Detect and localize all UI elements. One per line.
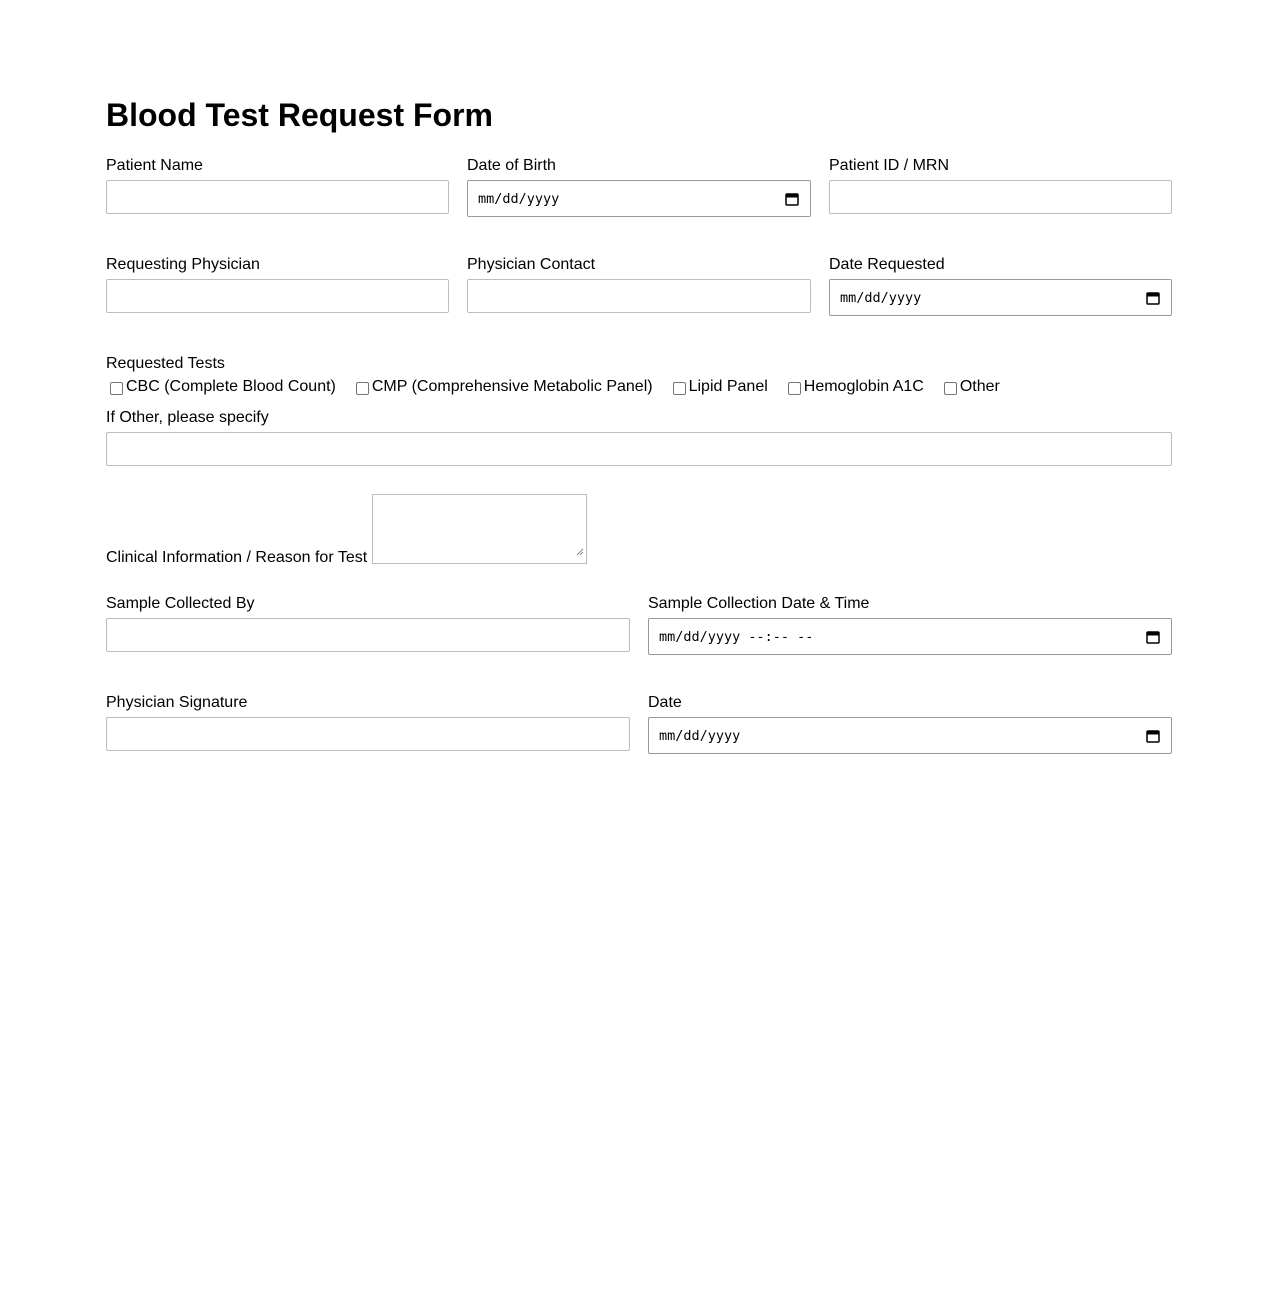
calendar-icon[interactable] <box>785 192 799 206</box>
other-checkbox[interactable] <box>944 382 957 395</box>
hemoglobin-a1c-checkbox[interactable] <box>788 382 801 395</box>
requested-tests-label: Requested Tests <box>106 355 225 372</box>
test-option-lipid[interactable] <box>669 377 768 397</box>
sample-collection-datetime-placeholder: mm/dd/yyyy --:-- -- <box>659 628 814 645</box>
physician-signature-input[interactable] <box>106 717 630 751</box>
physician-signature-label: Physician Signature <box>106 694 248 711</box>
test-option-cbc[interactable] <box>106 377 336 397</box>
other-checkbox-label: Other <box>959 378 1000 395</box>
page-title: Blood Test Request Form <box>106 97 493 133</box>
hemoglobin-a1c-checkbox-label: Hemoglobin A1C <box>803 378 924 395</box>
calendar-icon[interactable] <box>1146 729 1160 743</box>
calendar-icon[interactable] <box>1146 291 1160 305</box>
cbc-checkbox[interactable] <box>110 382 123 395</box>
physician-contact-label: Physician Contact <box>467 256 596 273</box>
other-specify-input[interactable] <box>106 432 1172 466</box>
requested-tests-group <box>106 377 1016 397</box>
sample-collected-by-label: Sample Collected By <box>106 595 255 612</box>
signature-date-input[interactable] <box>648 717 1172 754</box>
lipid-panel-checkbox-label: Lipid Panel <box>688 378 768 395</box>
date-of-birth-placeholder: mm/dd/yyyy <box>478 190 560 207</box>
patient-id-label: Patient ID / MRN <box>829 157 950 174</box>
cmp-checkbox-label: CMP (Comprehensive Metabolic Panel) <box>371 378 653 395</box>
requesting-physician-label: Requesting Physician <box>106 256 260 273</box>
date-requested-placeholder: mm/dd/yyyy <box>840 289 922 306</box>
date-of-birth-label: Date of Birth <box>467 157 556 174</box>
date-requested-input[interactable] <box>829 279 1172 316</box>
patient-id-input[interactable] <box>829 180 1172 214</box>
calendar-icon[interactable] <box>1146 630 1160 644</box>
cmp-checkbox[interactable] <box>356 382 369 395</box>
test-option-cmp[interactable] <box>352 377 653 397</box>
signature-date-label: Date <box>648 694 682 711</box>
date-of-birth-input[interactable] <box>467 180 811 217</box>
date-requested-label: Date Requested <box>829 256 945 273</box>
test-option-other[interactable] <box>940 377 1000 397</box>
signature-date-placeholder: mm/dd/yyyy <box>659 727 741 744</box>
resize-grip-icon[interactable] <box>576 543 584 561</box>
sample-collected-by-input[interactable] <box>106 618 630 652</box>
cbc-checkbox-label: CBC (Complete Blood Count) <box>126 378 336 395</box>
patient-name-label: Patient Name <box>106 157 203 174</box>
requesting-physician-input[interactable] <box>106 279 449 313</box>
other-specify-label: If Other, please specify <box>106 409 269 426</box>
clinical-info-label: Clinical Information / Reason for Test <box>106 549 368 566</box>
lipid-panel-checkbox[interactable] <box>673 382 686 395</box>
physician-contact-input[interactable] <box>467 279 811 313</box>
clinical-info-textarea[interactable] <box>372 494 587 564</box>
sample-collection-datetime-input[interactable] <box>648 618 1172 655</box>
sample-collection-datetime-label: Sample Collection Date & Time <box>648 595 870 612</box>
patient-name-input[interactable] <box>106 180 449 214</box>
test-option-a1c[interactable] <box>784 377 924 397</box>
